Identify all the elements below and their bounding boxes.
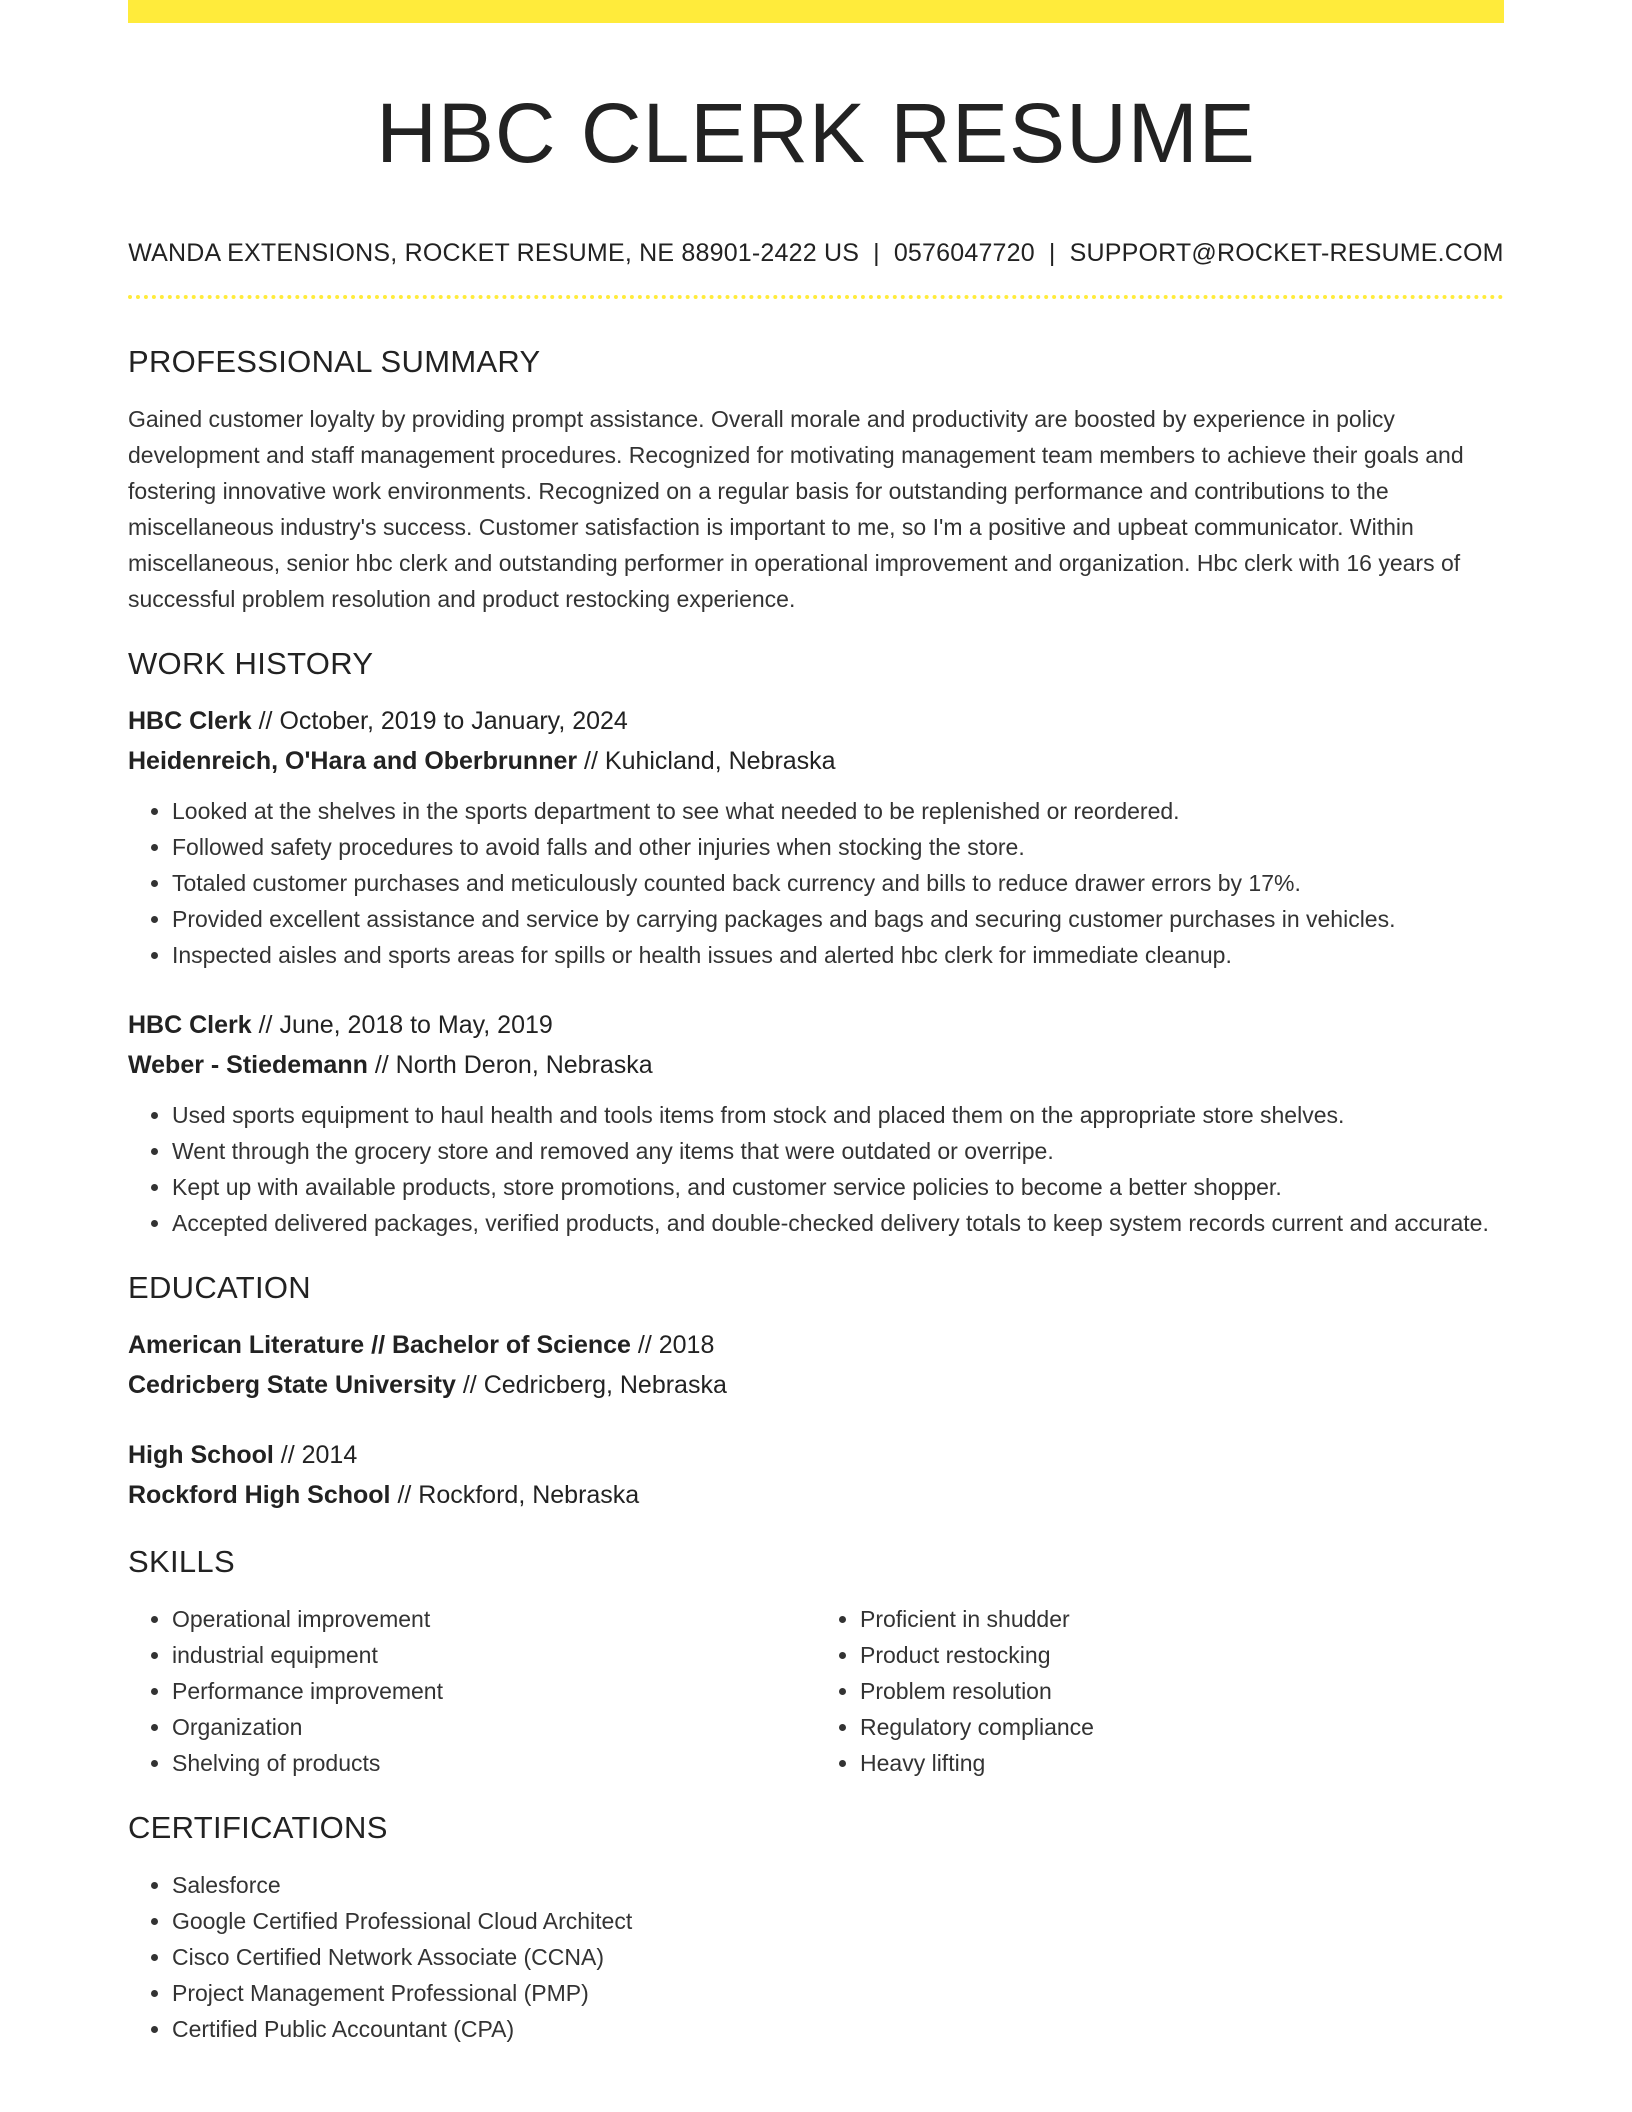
list-item: • Project Management Professional (PMP) <box>172 1975 1504 2011</box>
list-item: • Organization <box>172 1709 816 1745</box>
work-history-heading: WORK HISTORY <box>128 646 374 681</box>
job-title: HBC Clerk <box>128 707 252 735</box>
job-entry <box>128 1005 1504 1241</box>
list-item: • Cisco Certified Network Associate (CCNA) <box>172 1939 1504 1975</box>
skills-list-right <box>816 1601 1504 1781</box>
list-item: • Looked at the shelves in the sports department to see what needed to be replenished or reordered. <box>172 793 1504 829</box>
list-item: • Problem resolution <box>860 1673 1504 1709</box>
contact-email: SUPPORT@ROCKET-RESUME.COM <box>1069 239 1504 267</box>
job-location: // North Deron, Nebraska <box>367 1051 653 1079</box>
contact-phone: 0576047720 <box>893 239 1035 267</box>
school-line <box>128 1475 1504 1515</box>
job-company-line <box>128 741 1504 781</box>
list-item: • Regulatory compliance <box>860 1709 1504 1745</box>
list-item: • Heavy lifting <box>860 1745 1504 1781</box>
summary-text: Gained customer loyalty by providing prompt assistance. Overall morale and productivity are boosted by experience in policy development and staff management procedures. Recognized for motivating management team members to achieve their goals and fostering innovative work environments. Recognized on a regular basis for outstanding performance and contributions to the miscellaneous industry's success. Customer satisfaction is important to me, so I'm a positive and upbeat communicator. Within miscellaneous, senior hbc clerk and outstanding performer in operational improvement and organization. Hbc clerk with 16 years of successful problem resolution and product restocking experience. <box>128 406 1464 612</box>
certifications-heading: CERTIFICATIONS <box>128 1810 388 1845</box>
job-company: Heidenreich, O'Hara and Oberbrunner <box>128 747 578 775</box>
summary-heading: PROFESSIONAL SUMMARY <box>128 344 541 379</box>
job-title: HBC Clerk <box>128 1011 252 1039</box>
degree-year: // 2018 <box>630 1331 715 1359</box>
resume-title: HBC CLERK RESUME <box>376 86 1256 180</box>
job-entry <box>128 701 1504 973</box>
job-duties-list <box>128 1097 1504 1241</box>
list-item: • Google Certified Professional Cloud Architect <box>172 1903 1504 1939</box>
list-item: • Certified Public Accountant (CPA) <box>172 2011 1504 2047</box>
contact-line <box>128 237 1504 269</box>
school: Cedricberg State University <box>128 1371 456 1399</box>
contact-address: WANDA EXTENSIONS, ROCKET RESUME, NE 88901-2422 US <box>128 239 860 267</box>
contact-separator: | <box>873 239 880 267</box>
job-dates: // June, 2018 to May, 2019 <box>251 1011 553 1039</box>
job-company: Weber - Stiedemann <box>128 1051 368 1079</box>
education-entry <box>128 1325 1504 1405</box>
list-item: • Totaled customer purchases and meticulously counted back currency and bills to reduce drawer errors by 17%. <box>172 865 1504 901</box>
list-item: • Accepted delivered packages, verified products, and double-checked delivery totals to keep system records current and accurate. <box>172 1205 1504 1241</box>
job-duties-list <box>128 793 1504 973</box>
school-line <box>128 1365 1504 1405</box>
list-item: • Performance improvement <box>172 1673 816 1709</box>
certifications-list <box>128 1867 1504 2047</box>
job-title-line <box>128 701 1504 741</box>
skills-heading: SKILLS <box>128 1544 235 1579</box>
top-accent-bar <box>128 0 1504 23</box>
list-item: • Operational improvement <box>172 1601 816 1637</box>
degree: American Literature // Bachelor of Science <box>128 1331 631 1359</box>
list-item: • Kept up with available products, store promotions, and customer service policies to become a better shopper. <box>172 1169 1504 1205</box>
school: Rockford High School <box>128 1481 391 1509</box>
degree-line <box>128 1435 1504 1475</box>
job-dates: // October, 2019 to January, 2024 <box>251 707 628 735</box>
education-heading: EDUCATION <box>128 1270 311 1305</box>
job-title-line <box>128 1005 1504 1045</box>
list-item: • Salesforce <box>172 1867 1504 1903</box>
dotted-divider <box>128 295 1504 299</box>
skills-list-left <box>128 1601 816 1781</box>
list-item: • Followed safety procedures to avoid falls and other injuries when stocking the store. <box>172 829 1504 865</box>
school-location: // Rockford, Nebraska <box>390 1481 640 1509</box>
resume-page <box>128 0 1504 2047</box>
degree-year: // 2014 <box>273 1441 358 1469</box>
education-entry <box>128 1435 1504 1515</box>
list-item: • industrial equipment <box>172 1637 816 1673</box>
degree: High School <box>128 1441 274 1469</box>
list-item: • Product restocking <box>860 1637 1504 1673</box>
list-item: • Inspected aisles and sports areas for spills or health issues and alerted hbc clerk for immediate cleanup. <box>172 937 1504 973</box>
school-location: // Cedricberg, Nebraska <box>455 1371 727 1399</box>
list-item: • Provided excellent assistance and service by carrying packages and bags and securing customer purchases in vehicles. <box>172 901 1504 937</box>
job-location: // Kuhicland, Nebraska <box>577 747 836 775</box>
skills-columns <box>128 1601 1504 1781</box>
list-item: • Used sports equipment to haul health and tools items from stock and placed them on the appropriate store shelves. <box>172 1097 1504 1133</box>
job-company-line <box>128 1045 1504 1085</box>
list-item: • Went through the grocery store and removed any items that were outdated or overripe. <box>172 1133 1504 1169</box>
contact-separator: | <box>1048 239 1056 267</box>
list-item: • Shelving of products <box>172 1745 816 1781</box>
list-item: • Proficient in shudder <box>860 1601 1504 1637</box>
degree-line <box>128 1325 1504 1365</box>
